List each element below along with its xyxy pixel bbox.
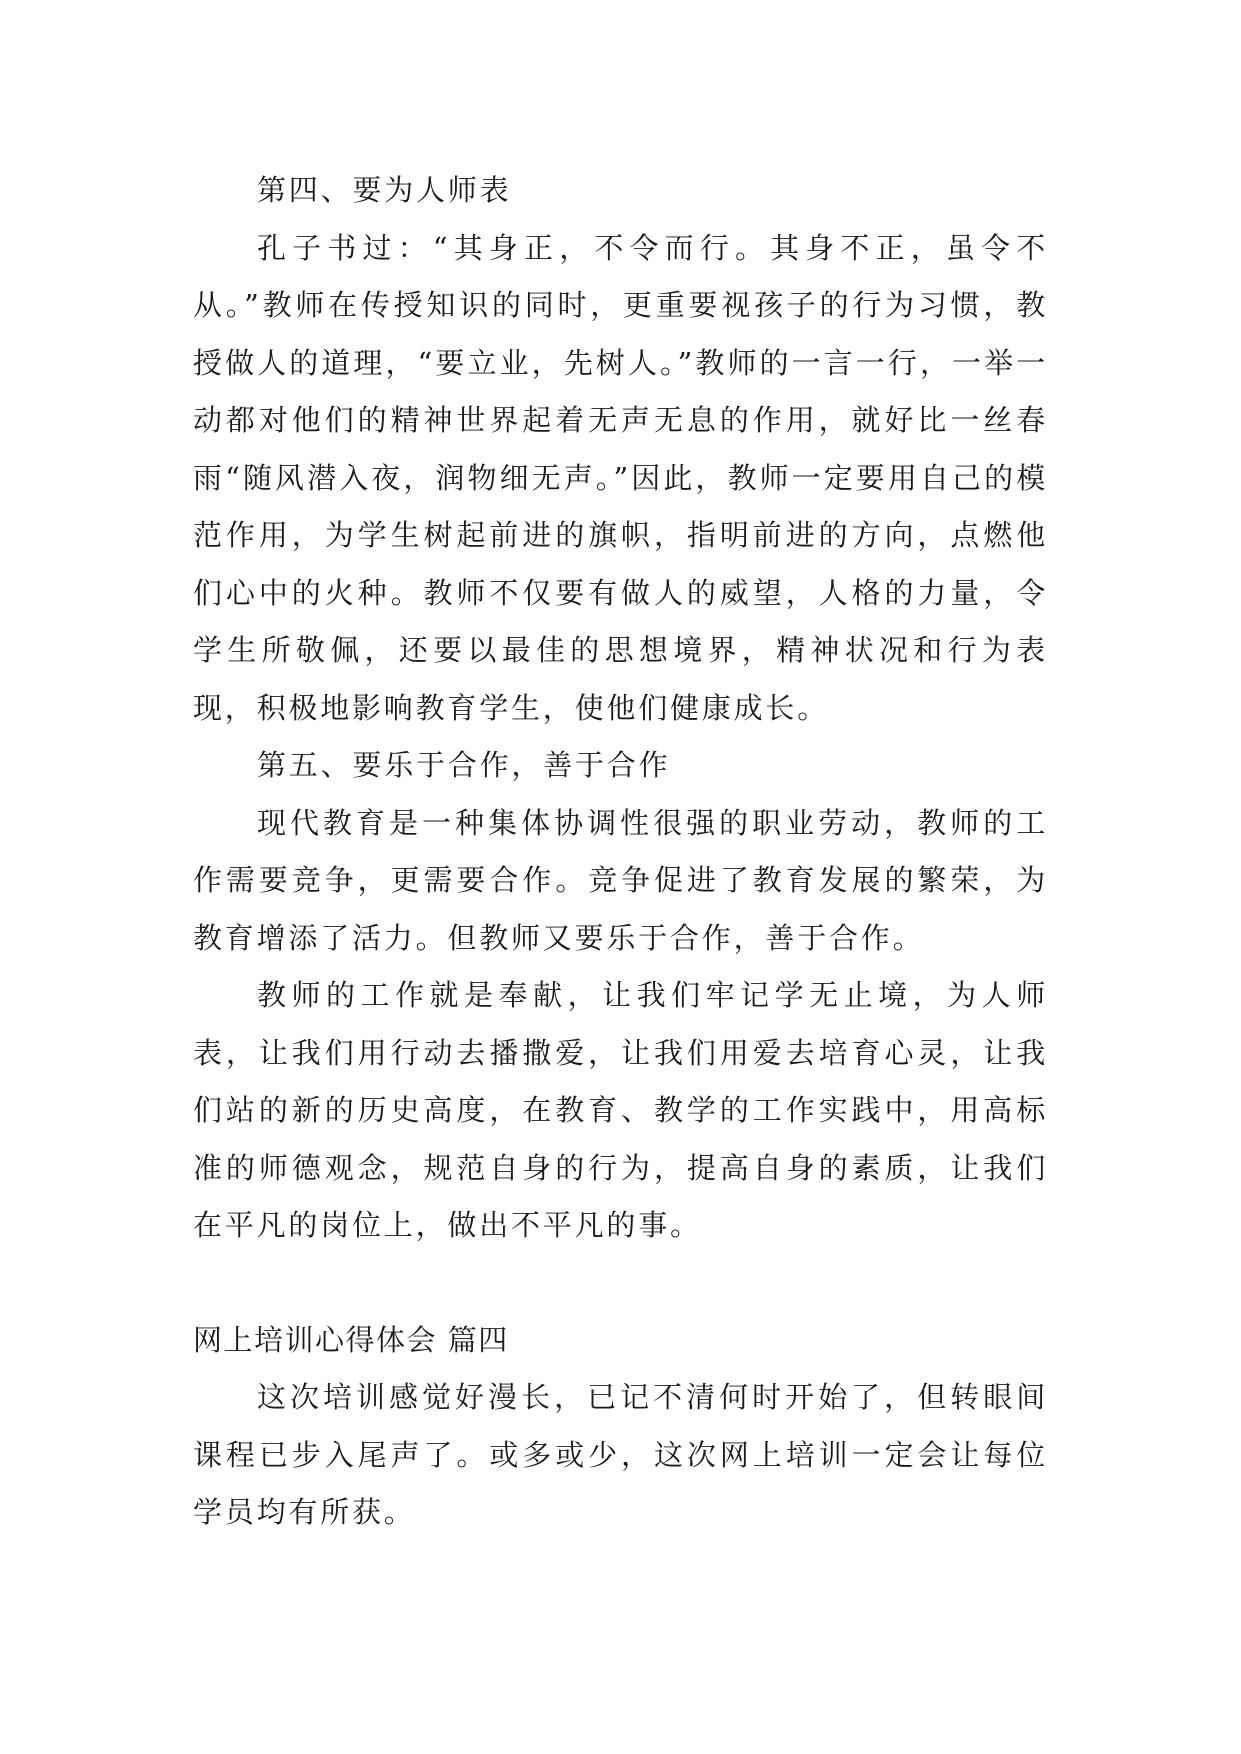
document-body: [193, 162, 1048, 1542]
closing-paragraph: 教师的工作就是奉献，让我们牢记学无止境，为人师表，让我们用行动去播撒爱，让我们用爱去培育心灵，让我们站的新的历史高度，在教育、教学的工作实践中，用高标准的师德观念，规范自身的行为，提高自身的素质，让我们在平凡的岗位上，做出不平凡的事。: [193, 978, 1048, 1242]
part-title: 网上培训心得体会 篇四: [193, 1322, 509, 1357]
section-heading-4: 第四、要为人师表: [257, 173, 512, 207]
section-heading-5: 第五、要乐于合作，善于合作: [257, 748, 671, 782]
part-paragraph: 这次培训感觉好漫长，已记不清何时开始了，但转眼间课程已步入尾声了。或多或少，这次网上培训一定会让每位学员均有所获。: [193, 1380, 1048, 1529]
section-paragraph-5: 现代教育是一种集体协调性很强的职业劳动，教师的工作需要竞争，更需要合作。竞争促进了教育发展的繁荣，为教育增添了活力。但教师又要乐于合作，善于合作。: [193, 805, 1048, 955]
section-paragraph-4: 孔子书过：“其身正，不令而行。其身不正，虽令不从。”教师在传授知识的同时，更重要视孩子的行为习惯，教授做人的道理，“要立业，先树人。”教师的一言一行，一举一动都对他们的精神世界起着无声无息的作用，就好比一丝春雨“随风潜入夜，润物细无声。”因此，教师一定要用自己的模范作用，为学生树起前进的旗帜，指明前进的方向，点燃他们心中的火种。教师不仅要有做人的威望，人格的力量，令学生所敬佩，还要以最佳的思想境界，精神状况和行为表现，积极地影响教育学生，使他们健康成长。: [193, 230, 1048, 725]
